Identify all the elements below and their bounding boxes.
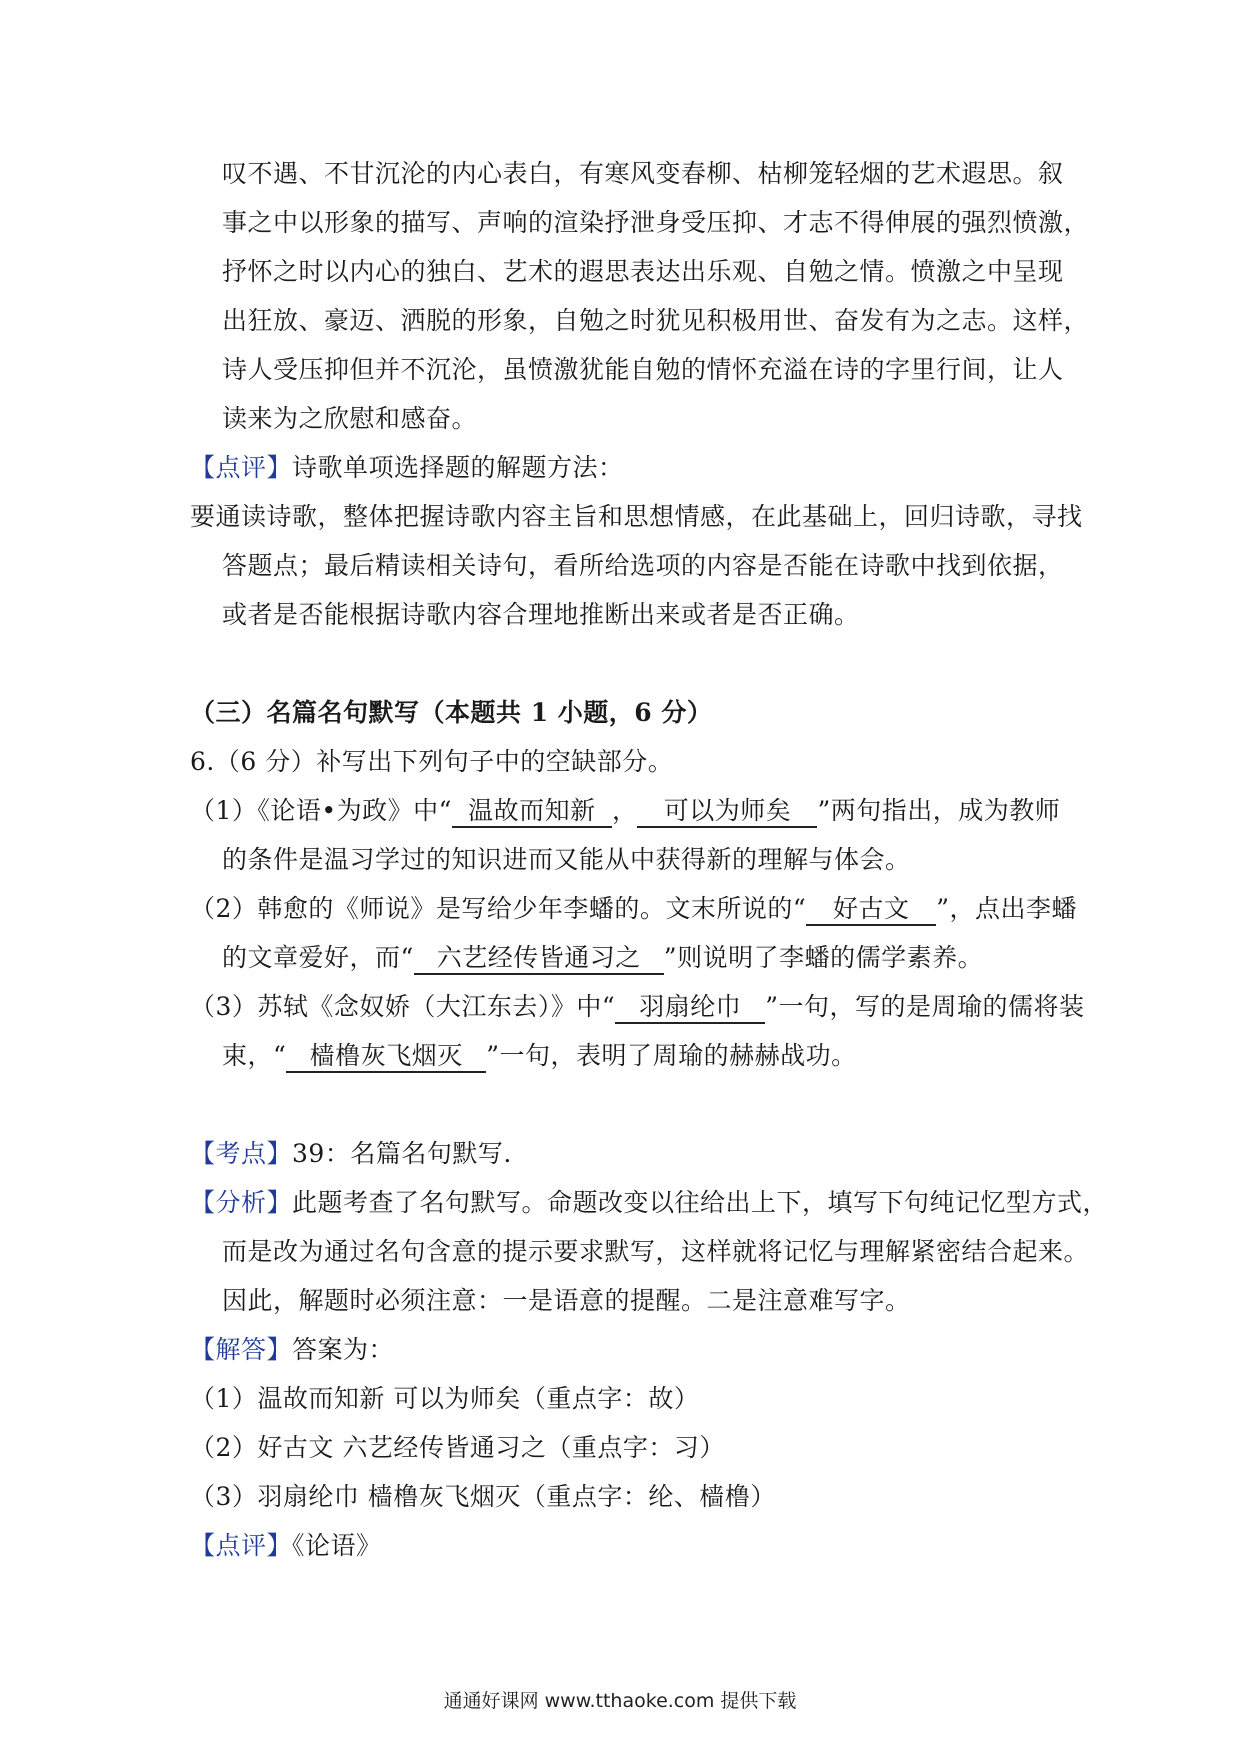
answer-blank: 温故而知新: [452, 796, 612, 828]
item-text: ”一句，表明了周瑜的赫赫战功。: [486, 1041, 857, 1070]
item-text: ，: [611, 796, 638, 825]
item-text: ”两句指出，成为教师: [817, 796, 1061, 825]
paragraph-line: 出狂放、豪迈、洒脱的形象，自勉之时犹见积极用世、奋发有为之志。这样，: [222, 306, 1090, 335]
fenxi-tag: 【分析】: [190, 1188, 293, 1217]
kaodian-text: 39：名篇名句默写.: [292, 1139, 512, 1168]
question-item-2: [190, 891, 1077, 927]
kaodian-tag: 【考点】: [190, 1139, 293, 1168]
paragraph-line: 诗人受压抑但并不沉沦，虽愤激犹能自勉的情怀充溢在诗的字里行间，让人: [222, 355, 1064, 384]
jieda-text: 答案为：: [292, 1335, 395, 1364]
fenxi: [190, 1185, 1108, 1221]
fenxi-line: 而是改为通过名句含意的提示要求默写，这样就将记忆与理解紧密结合起来。: [222, 1237, 1090, 1266]
fenxi-text: 此题考查了名句默写。命题改变以往给出上下，填写下句纯记忆型方式，: [292, 1188, 1109, 1217]
comment2: [190, 1528, 382, 1564]
item-text: 的文章爱好，而“: [222, 943, 414, 972]
comment-tag: 【点评】: [190, 453, 293, 482]
item-text: 束，“: [222, 1041, 287, 1070]
comment-heading: [190, 450, 624, 486]
page-footer: 通通好课网 www.tthaoke.com 提供下载: [443, 1690, 797, 1712]
item-text: （3）苏轼《念奴娇（大江东去）》中“: [190, 992, 616, 1021]
question-item-3-cont: [222, 1038, 857, 1074]
kaodian: [190, 1136, 512, 1172]
answer-blank: 可以为师矣: [637, 796, 817, 828]
question-item-1: [190, 793, 1060, 829]
item-text: （1）《论语•为政》中“: [190, 796, 452, 825]
item-text: ”一句，写的是周瑜的儒将装: [765, 992, 1085, 1021]
comment-line: 答题点；最后精读相关诗句，看所给选项的内容是否能在诗歌中找到依据，: [222, 551, 1064, 580]
answer-line: （1）温故而知新 可以为师矣（重点字：故）: [190, 1384, 700, 1413]
answer-line: （3）羽扇纶巾 樯橹灰飞烟灭（重点字：纶、樯橹）: [190, 1482, 776, 1511]
answer-line: （2）好古文 六艺经传皆通习之（重点字：习）: [190, 1433, 725, 1462]
comment-line: 或者是否能根据诗歌内容合理地推断出来或者是否正确。: [222, 600, 860, 629]
question-item-2-cont: [222, 940, 983, 976]
paragraph-line: 抒怀之时以内心的独白、艺术的遐思表达出乐观、自勉之情。愤激之中呈现: [222, 257, 1064, 286]
comment2-tag: 【点评】: [190, 1531, 293, 1560]
question-item-1-cont: 的条件是温习学过的知识进而又能从中获得新的理解与体会。: [222, 845, 911, 874]
paragraph-line: 叹不遇、不甘沉沦的内心表白，有寒风变春柳、枯柳笼轻烟的艺术遐思。叙: [222, 159, 1064, 188]
answer-blank: 樯橹灰飞烟灭: [286, 1041, 486, 1073]
answer-blank: 六艺经传皆通习之: [414, 943, 664, 975]
jieda: [190, 1332, 394, 1368]
item-text: ”则说明了李蟠的儒学素养。: [663, 943, 984, 972]
item-text: （2）韩愈的《师说》是写给少年李蟠的。文末所说的“: [190, 894, 807, 923]
question-item-3: [190, 989, 1085, 1025]
jieda-tag: 【解答】: [190, 1335, 293, 1364]
comment2-text: 《论语》: [292, 1531, 382, 1560]
comment-text: 诗歌单项选择题的解题方法：: [292, 453, 624, 482]
fenxi-line: 因此，解题时必须注意：一是语意的提醒。二是注意难写字。: [222, 1286, 911, 1315]
section-title: （三）名篇名句默写（本题共 1 小题，6 分）: [190, 698, 713, 727]
paragraph-line: 读来为之欣慰和感奋。: [222, 404, 478, 433]
answer-blank: 羽扇纶巾: [615, 992, 765, 1024]
question-stem: 6.（6 分）补写出下列句子中的空缺部分。: [190, 747, 674, 776]
item-text: ”，点出李蟠: [936, 894, 1077, 923]
comment-line: 要通读诗歌，整体把握诗歌内容主旨和思想情感，在此基础上，回归诗歌，寻找: [190, 502, 1083, 531]
answer-blank: 好古文: [806, 894, 936, 926]
paragraph-line: 事之中以形象的描写、声响的渲染抒泄身受压抑、才志不得伸展的强烈愤激，: [222, 208, 1090, 237]
